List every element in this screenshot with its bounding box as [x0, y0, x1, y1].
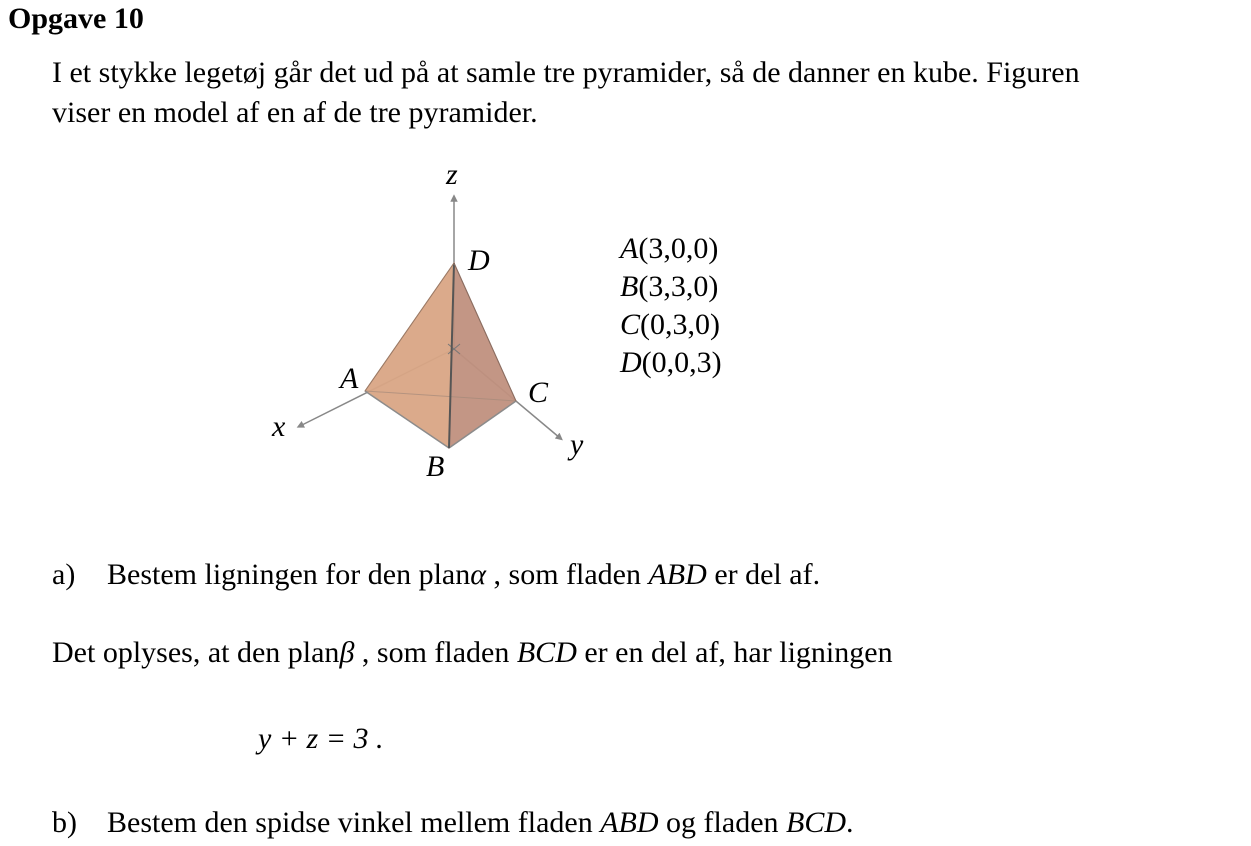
- point-label-c: C: [528, 376, 549, 409]
- face-bcd: [449, 263, 516, 448]
- info-text: Det oplyses, at den planβ , som fladen BCD er en del af, har ligningen: [52, 636, 893, 669]
- intro-line-1: I et stykke legetøj går det ud på at samle tre pyramider, så de danner en kube. Figuren: [52, 56, 1080, 89]
- point-label-a: A: [340, 362, 359, 395]
- question-a: a) Bestem ligningen for den planα , som fladen ABD er del af.: [52, 558, 821, 591]
- coordinate-c: C(0,3,0): [620, 308, 720, 341]
- axis-label-y: y: [570, 428, 584, 461]
- face-abd: [365, 263, 454, 448]
- pyramid-figure: [250, 150, 610, 490]
- point-label-d: D: [468, 244, 490, 277]
- point-label-b: B: [426, 450, 445, 483]
- axis-label-x: x: [272, 410, 286, 443]
- task-title: Opgave 10: [8, 2, 144, 35]
- coordinate-b: B(3,3,0): [620, 270, 719, 303]
- plane-equation: y + z = 3 .: [258, 722, 384, 755]
- question-b: b) Bestem den spidse vinkel mellem fladen ABD og fladen BCD.: [52, 806, 854, 839]
- coordinate-d: D(0,0,3): [620, 346, 722, 379]
- intro-line-2: viser en model af en af de tre pyramider.: [52, 96, 538, 129]
- coordinate-a: A(3,0,0): [620, 232, 719, 265]
- axis-label-z: z: [446, 158, 458, 191]
